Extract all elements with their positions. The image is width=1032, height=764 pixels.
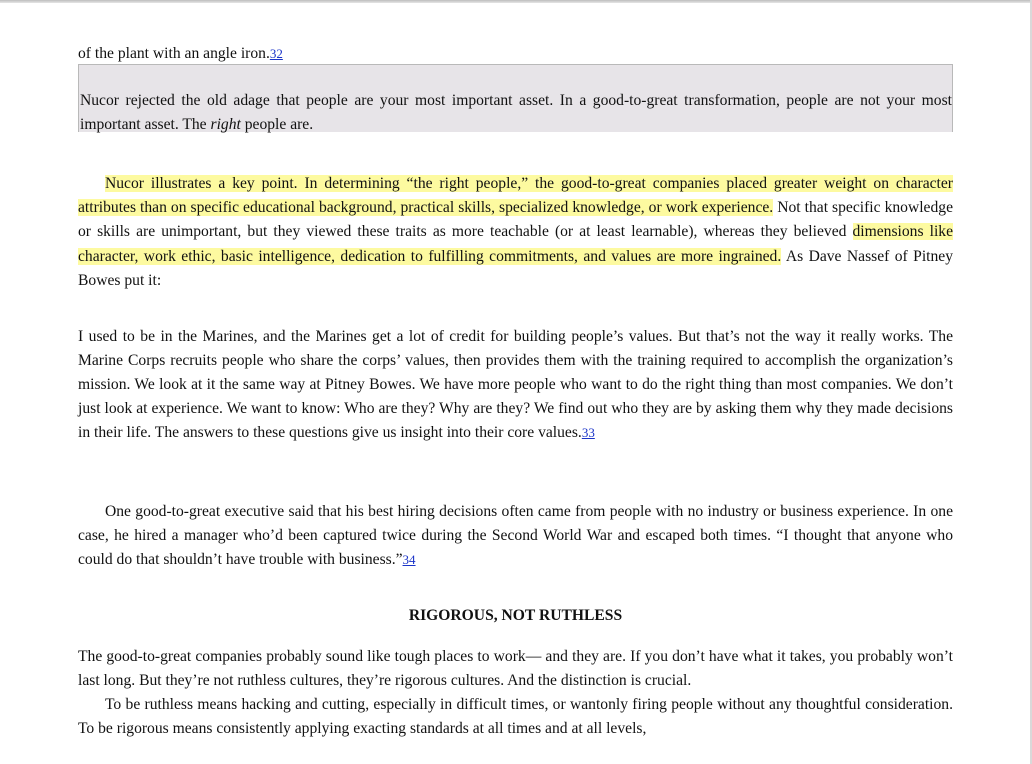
footnote-link-33[interactable]: 33: [581, 425, 595, 440]
section-heading: RIGOROUS, NOT RUTHLESS: [408, 607, 623, 624]
paragraph-tough-places: [78, 645, 953, 693]
callout-text-after: people are.: [240, 116, 314, 133]
paragraph-text: To be ruthless means hacking and cutting, especially in difficult times, or wantonly firing people without any thoughtful consideration. To be rigorous means consistently applying exacting standards at all times and at all levels,: [78, 696, 953, 737]
paragraph-ruthless-rigorous: [78, 693, 953, 741]
paragraph-text: I used to be in the Marines, and the Marines get a lot of credit for building people’s values. But that’s not the way it really works. The Marine Corps recruits people who share the corps’ values, then provides them with the training required to accomplish the organization’s mission. We look at it the same way at Pitney Bowes. We have more people who want to do the right thing than most companies. We don’t just look at experience. We want to know: Who are they? Why are they? We find out who they are by asking them why they made decisions in their life. The answers to these questions give us insight into their core values.: [78, 328, 953, 441]
callout-text: [80, 89, 952, 137]
quote-paragraph-nassef: [78, 325, 953, 445]
paragraph-fragment: [78, 42, 953, 66]
paragraph-text: One good-to-great executive said that his best hiring decisions often came from people with no industry or business experience. In one case, he hired a manager who’d been captured twice during the Second World War and escaped both times. “I thought that anyone who could do that shouldn’t have trouble with business.”: [78, 503, 953, 568]
paragraph-hiring-decisions: [78, 500, 953, 572]
highlight-1[interactable]: Nucor illustrates a key point. In determining “the right people,” the good-to-great companies placed greater weight on character attributes than on specific educational background, practical skills, specialized knowledge, or work experience.: [78, 175, 953, 217]
paragraph-text: of the plant with an angle iron.: [78, 45, 270, 62]
paragraph-text: As Dave Nassef of Pitney Bowes put it:: [78, 247, 953, 289]
window-top-edge: [0, 0, 1032, 3]
callout-emphasis: right: [210, 116, 241, 133]
paragraph-nucor-key-point: [78, 172, 953, 293]
footnote-link-32[interactable]: 32: [269, 46, 283, 61]
callout-text-before: Nucor rejected the old adage that people are your most important asset. In a good-to-great transformation, people are not your most important asset. The: [80, 92, 952, 133]
callout-box: [78, 64, 953, 132]
paragraph-text: The good-to-great companies probably sound like tough places to work— and they are. If you don’t have what it takes, you probably won’t last long. But they’re not ruthless cultures, they’re rigorous cultures. And the distinction is crucial.: [78, 648, 953, 689]
footnote-link-34[interactable]: 34: [402, 552, 416, 567]
highlight-2[interactable]: dimensions like character, work ethic, basic intelligence, dedication to fulfilling commitments, and values are more ingrained.: [78, 223, 954, 265]
paragraph-text: Not that specific knowledge or skills are unimportant, but they viewed these traits as more teachable (or at least learnable), whereas they believed: [78, 199, 953, 241]
